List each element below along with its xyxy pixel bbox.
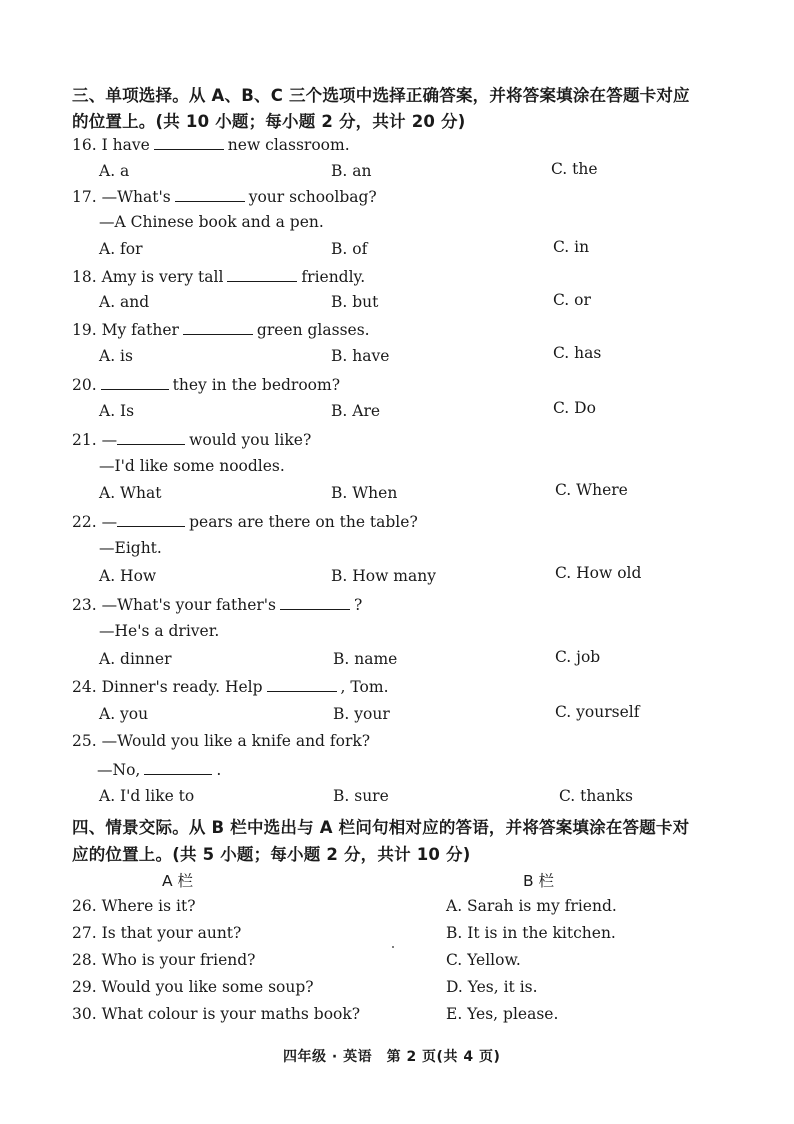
option-a: A. I'd like to [99, 787, 195, 805]
section4-title-line1: 四、情景交际。从 B 栏中选出与 A 栏问句相对应的答语，并将答案填涂在答题卡对 [72, 818, 690, 837]
answer-blank [280, 595, 350, 610]
option-c: C. or [553, 291, 591, 309]
option-b: B. Are [331, 402, 381, 420]
option-b: B. an [331, 162, 372, 180]
question-text: would you like? [189, 431, 312, 449]
answer-blank [117, 512, 185, 527]
question-text: —What's [101, 188, 171, 206]
option-c: C. Where [555, 481, 628, 499]
question-text: Dinner's ready. Help [101, 678, 263, 696]
answer-blank [267, 677, 337, 692]
match-answer-e: E. Yes, please. [446, 1005, 559, 1023]
question-text: new classroom. [227, 136, 350, 154]
question-number: 20. [72, 376, 97, 394]
column-a-header: A 栏 [162, 872, 194, 890]
question-text: —Would you like a knife and fork? [101, 732, 371, 750]
question-number: 21. [72, 431, 97, 449]
question-text: My father [101, 321, 179, 339]
match-question-30: 30. What colour is your maths book? [72, 1005, 361, 1023]
answer-blank [227, 267, 297, 282]
answer-blank [154, 135, 224, 150]
option-a: A. is [99, 347, 133, 365]
match-question-28: 28. Who is your friend? [72, 951, 256, 969]
question-17-reply: —A Chinese book and a pen. [99, 213, 324, 231]
question-number: 17. [72, 188, 97, 206]
section4-title-line2: 应的位置上。(共 5 小题；每小题 2 分，共计 10 分) [72, 845, 471, 864]
question-25-reply [97, 760, 221, 779]
option-b: B. sure [333, 787, 389, 805]
question-text: Amy is very tall [101, 268, 224, 286]
question-text: green glasses. [256, 321, 370, 339]
question-text: , Tom. [340, 678, 389, 696]
question-number: 22. [72, 513, 97, 531]
option-c: C. the [551, 160, 598, 178]
question-text: friendly. [301, 268, 366, 286]
question-text: they in the bedroom? [172, 376, 341, 394]
answer-blank [144, 760, 212, 775]
option-b: B. but [331, 293, 379, 311]
option-b: B. have [331, 347, 390, 365]
question-21-reply: —I'd like some noodles. [99, 457, 285, 475]
question-text: I have [101, 136, 150, 154]
question-number: 24. [72, 678, 97, 696]
question-text: — [101, 431, 118, 449]
reply-text: —No, [97, 761, 141, 779]
question-22 [72, 512, 418, 531]
match-answer-b: B. It is in the kitchen. [446, 924, 616, 942]
question-23 [72, 595, 362, 614]
match-answer-d: D. Yes, it is. [446, 978, 538, 996]
option-a: A. What [99, 484, 162, 502]
scan-speck [392, 946, 394, 948]
match-question-26: 26. Where is it? [72, 897, 196, 915]
question-text: pears are there on the table? [189, 513, 418, 531]
option-a: A. you [99, 705, 149, 723]
reply-text: . [216, 761, 222, 779]
match-question-27: 27. Is that your aunt? [72, 924, 242, 942]
option-b: B. When [331, 484, 398, 502]
question-number: 18. [72, 268, 97, 286]
option-a: A. How [99, 567, 157, 585]
match-answer-a: A. Sarah is my friend. [446, 897, 617, 915]
match-question-29: 29. Would you like some soup? [72, 978, 314, 996]
match-answer-c: C. Yellow. [446, 951, 521, 969]
option-c: C. in [553, 238, 590, 256]
answer-blank [183, 320, 253, 335]
option-a: A. Is [99, 402, 135, 420]
option-a: A. a [99, 162, 130, 180]
option-b: B. of [331, 240, 368, 258]
option-a: A. for [99, 240, 143, 258]
question-text: your schoolbag? [248, 188, 377, 206]
section3-title-line2: 的位置上。(共 10 小题；每小题 2 分，共计 20 分) [72, 112, 466, 131]
option-b: B. How many [331, 567, 436, 585]
question-number: 16. [72, 136, 97, 154]
question-number: 19. [72, 321, 97, 339]
option-a: A. and [99, 293, 150, 311]
answer-blank [101, 375, 169, 390]
page-footer: 四年级 · 英语 第 2 页(共 4 页) [283, 1049, 501, 1065]
option-c: C. yourself [555, 703, 640, 721]
option-c: C. How old [555, 564, 642, 582]
question-number: 25. [72, 732, 97, 750]
question-22-reply: —Eight. [99, 539, 162, 557]
option-b: B. your [333, 705, 390, 723]
option-c: C. has [553, 344, 602, 362]
question-24 [72, 677, 389, 696]
question-text: ? [354, 596, 363, 614]
question-text: — [101, 513, 118, 531]
answer-blank [117, 430, 185, 445]
question-25 [72, 732, 370, 750]
answer-blank [175, 187, 245, 202]
option-b: B. name [333, 650, 398, 668]
question-18 [72, 267, 365, 286]
option-c: C. thanks [559, 787, 633, 805]
question-16 [72, 135, 350, 154]
section3-title-line1: 三、单项选择。从 A、B、C 三个选项中选择正确答案，并将答案填涂在答题卡对应 [72, 86, 690, 105]
question-19 [72, 320, 370, 339]
question-23-reply: —He's a driver. [99, 622, 220, 640]
question-number: 23. [72, 596, 97, 614]
question-21 [72, 430, 311, 449]
option-a: A. dinner [99, 650, 172, 668]
option-c: C. job [555, 648, 601, 666]
question-20 [72, 375, 340, 394]
option-c: C. Do [553, 399, 596, 417]
column-b-header: B 栏 [523, 872, 555, 890]
question-text: —What's your father's [101, 596, 277, 614]
question-17 [72, 187, 377, 206]
